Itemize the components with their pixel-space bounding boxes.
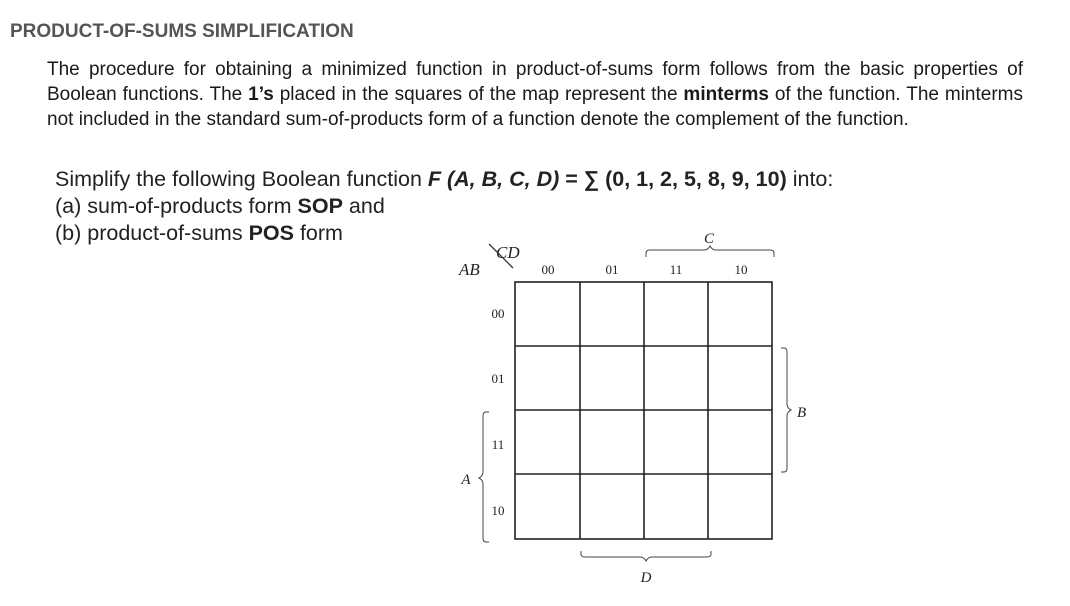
paragraph-text-1: The procedure for obtaining a minimized function in product-of-sums form follows from the basic properties of Boolean functions. The [47, 59, 1023, 105]
d-bracket [581, 551, 711, 561]
col-header-01: 01 [605, 262, 619, 277]
row-variable-label: AB [459, 260, 480, 279]
section-title: PRODUCT-OF-SUMS SIMPLIFICATION [10, 21, 354, 42]
question-intro: Simplify the following Boolean function [55, 167, 428, 191]
row-header-10: 10 [491, 503, 505, 518]
b-label: B [797, 405, 807, 421]
c-label: C [703, 231, 715, 247]
equals-sum: = ∑ [559, 167, 606, 191]
col-header-10: 10 [734, 262, 748, 277]
row-header-01: 01 [491, 371, 505, 386]
part-a-sop: SOP [297, 194, 343, 218]
paragraph-text-2: placed in the squares of the map represent the [273, 84, 684, 105]
a-label: A [461, 472, 471, 488]
c-bracket [646, 246, 774, 257]
question-into: into: [786, 167, 834, 191]
paragraph-bold-minterms: minterms [683, 84, 769, 105]
part-a-suffix: and [342, 194, 385, 218]
d-label: D [640, 570, 652, 586]
column-variable-label: CD [496, 243, 520, 262]
part-a-prefix: (a) sum-of-products form [55, 194, 298, 218]
paragraph-text-3: of the function. The minterms not included in the standard sum-of-products form of a function denote the complement of the function. [47, 84, 1023, 130]
row-header-00: 00 [491, 306, 505, 321]
part-b-suffix: form [293, 221, 343, 245]
col-header-00: 00 [541, 262, 555, 277]
minterm-list: (0, 1, 2, 5, 8, 9, 10) [605, 167, 787, 191]
paragraph-bold-ones: 1’s [248, 84, 274, 105]
function-name: F (A, B, C, D) [427, 167, 560, 191]
b-bracket [781, 348, 791, 472]
col-header-11: 11 [669, 262, 683, 277]
kmap-grid [515, 282, 772, 539]
part-b-prefix: (b) product-of-sums [55, 221, 249, 245]
a-bracket [479, 412, 489, 542]
part-b-pos: POS [248, 221, 294, 245]
row-header-11: 11 [491, 437, 505, 452]
